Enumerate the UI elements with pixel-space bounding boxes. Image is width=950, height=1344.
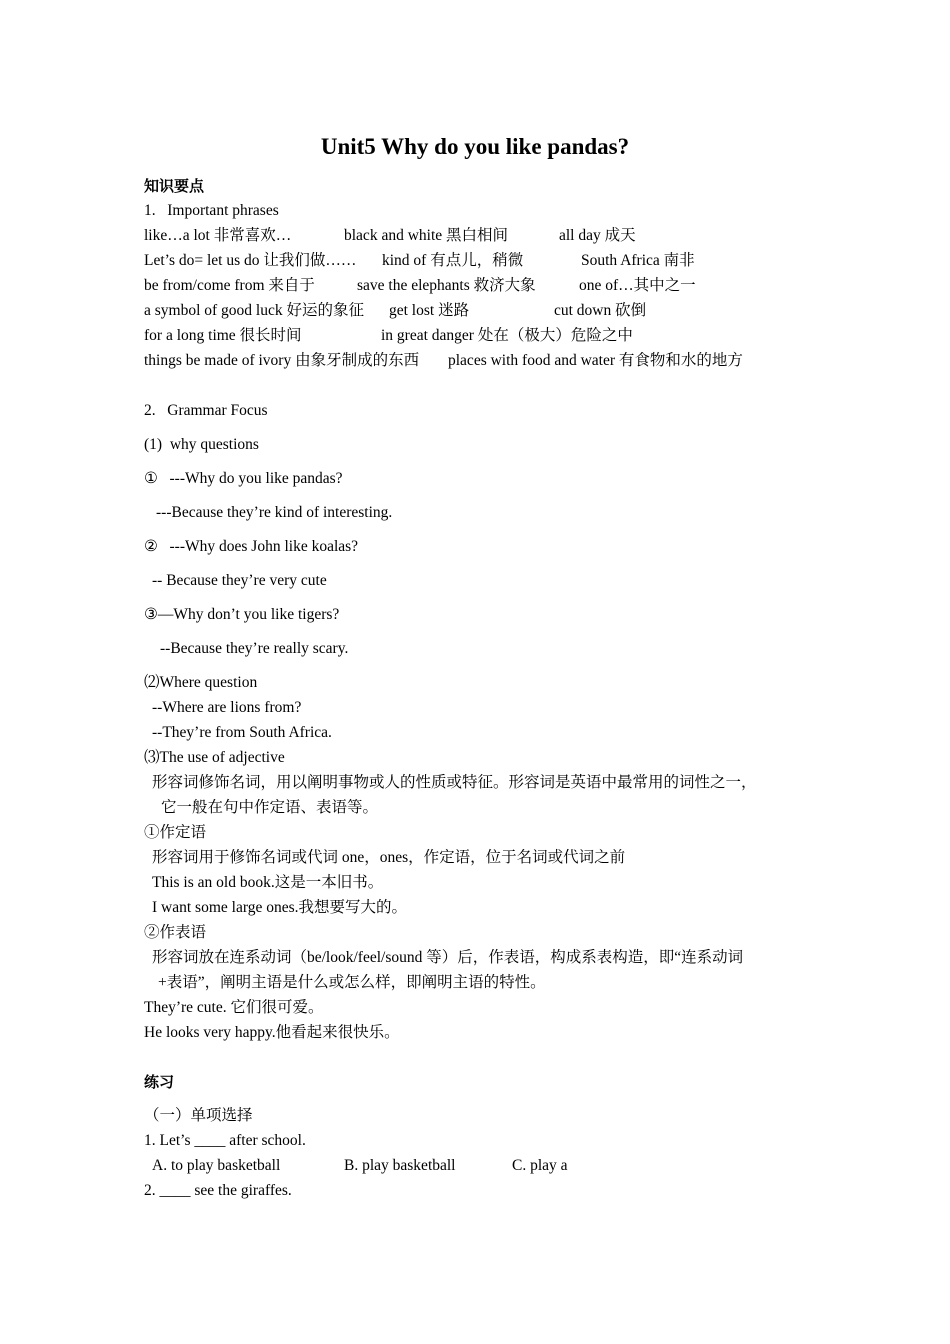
phrase-row	[144, 351, 844, 371]
example-question-1: ① ---Why do you like pandas?	[144, 470, 343, 487]
practice-subheading: （一）单项选择	[144, 1107, 253, 1124]
phrase-row	[144, 326, 844, 346]
example-question-3: ③—Why don’t you like tigers?	[144, 606, 340, 623]
phrase-item: save the elephants 救济大象	[357, 277, 536, 294]
example-answer-3: --Because they’re really scary.	[160, 640, 349, 657]
phrases-heading: 1. Important phrases	[144, 202, 279, 219]
practice-question-2: 2. ____ see the giraffes.	[144, 1182, 292, 1199]
phrase-item: for a long time 很长时间	[144, 327, 302, 344]
predicative-description-line-1: 形容词放在连系动词（be/look/feel/sound 等）后，作表语，构成系表构造，即“连系动词	[152, 949, 744, 966]
phrase-row	[144, 276, 844, 296]
phrase-item: Let’s do= let us do 让我们做……	[144, 252, 357, 269]
practice-question-1: 1. Let’s ____ after school.	[144, 1132, 306, 1149]
attributive-heading: ①作定语	[144, 824, 207, 841]
attributive-description: 形容词用于修饰名词或代词 one，ones，作定语，位于名词或代词之前	[152, 849, 626, 866]
phrase-item: get lost 迷路	[389, 302, 470, 319]
example-answer-2: -- Because they’re very cute	[152, 572, 327, 589]
attributive-example-1: This is an old book.这是一本旧书。	[152, 874, 384, 891]
where-example-answer: --They’re from South Africa.	[152, 724, 332, 741]
phrase-item: kind of 有点儿，稍微	[382, 252, 524, 269]
practice-question-1-options	[152, 1156, 652, 1176]
phrase-item: places with food and water 有食物和水的地方	[448, 352, 743, 369]
phrase-item: things be made of ivory 由象牙制成的东西	[144, 352, 420, 369]
phrase-item: like…a lot 非常喜欢…	[144, 227, 292, 244]
phrase-item: be from/come from 来自于	[144, 277, 315, 294]
where-example-question: --Where are lions from?	[152, 699, 302, 716]
phrase-item: South Africa 南非	[581, 252, 695, 269]
adjective-description-line-1: 形容词修饰名词，用以阐明事物或人的性质或特征。形容词是英语中最常用的词性之一，	[152, 774, 757, 791]
example-answer-1: ---Because they’re kind of interesting.	[156, 504, 393, 521]
phrase-item: all day 成天	[559, 227, 636, 244]
adjective-heading: ⑶The use of adjective	[144, 749, 285, 766]
phrase-item: black and white 黑白相间	[344, 227, 509, 244]
phrase-row	[144, 226, 844, 246]
grammar-heading: 2. Grammar Focus	[144, 402, 268, 419]
phrase-item: cut down 砍倒	[554, 302, 647, 319]
attributive-example-2: I want some large ones.我想要写大的。	[152, 899, 407, 916]
option-a: A. to play basketball	[152, 1157, 281, 1174]
example-question-2: ② ---Why does John like koalas?	[144, 538, 359, 555]
adjective-description-line-2: 它一般在句中作定语、表语等。	[161, 799, 379, 816]
practice-heading: 练习	[144, 1073, 175, 1091]
predicative-heading: ②作表语	[144, 924, 207, 941]
phrase-row	[144, 301, 844, 321]
predicative-example-2: He looks very happy.他看起来很快乐。	[144, 1024, 400, 1041]
phrase-item: one of…其中之一	[579, 277, 696, 294]
where-question-heading: ⑵Where question	[144, 674, 258, 691]
why-questions-heading: (1) why questions	[144, 436, 259, 453]
predicative-description-line-2: +表语”，阐明主语是什么或怎么样，即阐明主语的特性。	[158, 974, 546, 991]
option-c: C. play a	[512, 1157, 568, 1174]
predicative-example-1: They’re cute. 它们很可爱。	[144, 999, 324, 1016]
phrase-row	[144, 251, 844, 271]
section-heading-key-points: 知识要点	[144, 177, 205, 195]
phrase-item: in great danger 处在（极大）危险之中	[381, 327, 633, 344]
page-title: Unit5 Why do you like pandas?	[320, 134, 630, 159]
option-b: B. play basketball	[344, 1157, 456, 1174]
phrase-item: a symbol of good luck 好运的象征	[144, 302, 364, 319]
